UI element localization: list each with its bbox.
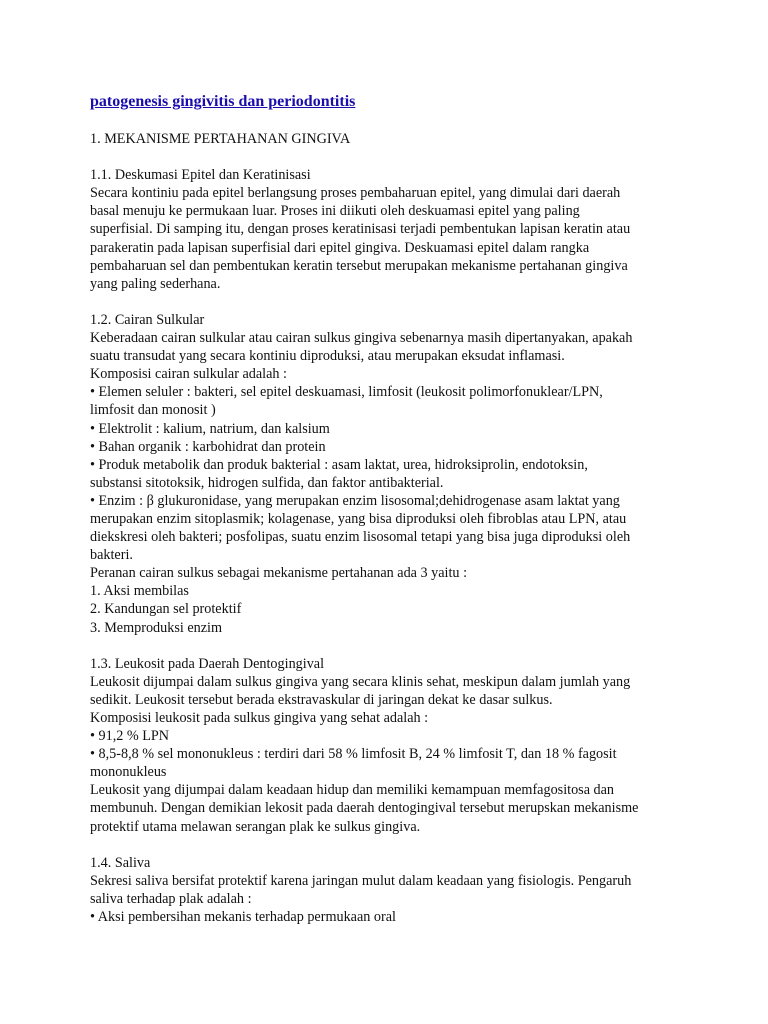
text-line: limfosit dan monosit ) bbox=[90, 402, 216, 419]
paragraph-gap bbox=[90, 637, 690, 655]
text-line: bakteri. bbox=[90, 547, 133, 564]
text-line: • Produk metabolik dan produk bakterial : asam laktat, urea, hidroksiprolin, endotoksin, bbox=[90, 456, 588, 473]
document-page bbox=[90, 91, 690, 926]
text-line: Sekresi saliva bersifat protektif karena jaringan mulut dalam keadaan yang fisiologis. Pengaruh bbox=[90, 872, 632, 889]
text-line: 1.4. Saliva bbox=[90, 854, 151, 871]
document-body bbox=[90, 130, 690, 926]
text-line: suatu transudat yang secara kontiniu diproduksi, atau merupakan eksudat inflamasi. bbox=[90, 348, 565, 365]
text-line: merupakan enzim sitoplasmik; kolagenase, yang bisa diproduksi oleh fibroblas atau LPN, atau bbox=[90, 510, 627, 527]
text-line: • 8,5-8,8 % sel mononukleus : terdiri dari 58 % limfosit B, 24 % limfosit T, dan 18 % fagosit bbox=[90, 746, 617, 763]
text-line: mononukleus bbox=[90, 764, 167, 781]
text-line: membunuh. Dengan demikian lekosit pada daerah dentogingival tersebut merupskan mekanisme bbox=[90, 800, 639, 817]
text-line: yang paling sederhana. bbox=[90, 275, 221, 292]
text-line: superfisial. Di samping itu, dengan proses keratinisasi terjadi pembentukan lapisan keratin atau bbox=[90, 221, 631, 238]
text-line: 1.3. Leukosit pada Daerah Dentogingival bbox=[90, 655, 325, 672]
text-line: diekskresi oleh bakteri; posfolipas, suatu enzim lisosomal tetapi yang bisa juga diproduksi oleh bbox=[90, 529, 631, 546]
paragraph-gap bbox=[90, 293, 690, 311]
text-line: 1.1. Deskumasi Epitel dan Keratinisasi bbox=[90, 167, 311, 184]
text-line: • Aksi pembersihan mekanis terhadap permukaan oral bbox=[90, 909, 396, 926]
document-title-link[interactable]: patogenesis gingivitis dan periodontitis bbox=[90, 93, 356, 110]
text-line: 2. Kandungan sel protektif bbox=[90, 601, 242, 618]
text-line: 3. Memproduksi enzim bbox=[90, 619, 223, 636]
text-line: substansi sitotoksik, hidrogen sulfida, dan faktor antibakterial. bbox=[90, 474, 444, 491]
text-line: Keberadaan cairan sulkular atau cairan sulkus gingiva sebenarnya masih dipertanyakan, apakah bbox=[90, 330, 633, 347]
text-line: Peranan cairan sulkus sebagai mekanisme pertahanan ada 3 yaitu : bbox=[90, 565, 468, 582]
text-line: Komposisi cairan sulkular adalah : bbox=[90, 366, 287, 383]
text-line: 1. MEKANISME PERTAHANAN GINGIVA bbox=[90, 131, 351, 147]
text-line: Secara kontiniu pada epitel berlangsung proses pembaharuan epitel, yang dimulai dari daerah bbox=[90, 185, 621, 202]
paragraph-gap bbox=[90, 148, 690, 166]
text-line: • 91,2 % LPN bbox=[90, 728, 170, 745]
text-line: 1.2. Cairan Sulkular bbox=[90, 311, 205, 328]
paragraph-gap bbox=[90, 836, 690, 854]
text-line: protektif utama melawan serangan plak ke sulkus gingiva. bbox=[90, 818, 421, 835]
text-line: saliva terhadap plak adalah : bbox=[90, 890, 252, 907]
text-line: Leukosit yang dijumpai dalam keadaan hidup dan memiliki kemampuan memfagositosa dan bbox=[90, 782, 615, 799]
text-line: Leukosit dijumpai dalam sulkus gingiva yang secara klinis sehat, meskipun dalam jumlah yang bbox=[90, 673, 631, 690]
text-line: Komposisi leukosit pada sulkus gingiva yang sehat adalah : bbox=[90, 710, 429, 726]
text-line: • Enzim : β glukuronidase, yang merupakan enzim lisosomal;dehidrogenase asam laktat yang bbox=[90, 492, 620, 509]
text-line: basal menuju ke permukaan luar. Proses ini diikuti oleh deskuamasi epitel yang paling bbox=[90, 203, 580, 220]
text-line: 1. Aksi membilas bbox=[90, 583, 189, 600]
text-line: parakeratin pada lapisan superfisial dari epitel gingiva. Deskuamasi epitel dalam rangka bbox=[90, 239, 590, 256]
text-line: sedikit. Leukosit tersebut berada ekstravaskular di jaringan dekat ke dasar sulkus. bbox=[90, 691, 553, 708]
text-line: pembaharuan sel dan pembentukan keratin tersebut merupakan mekanisme pertahanan gingiva bbox=[90, 257, 628, 274]
text-line: • Elektrolit : kalium, natrium, dan kalsium bbox=[90, 420, 330, 437]
text-line: • Bahan organik : karbohidrat dan protein bbox=[90, 438, 326, 455]
text-line: • Elemen seluler : bakteri, sel epitel deskuamasi, limfosit (leukosit polimorfonuklear/LPN, bbox=[90, 384, 603, 401]
